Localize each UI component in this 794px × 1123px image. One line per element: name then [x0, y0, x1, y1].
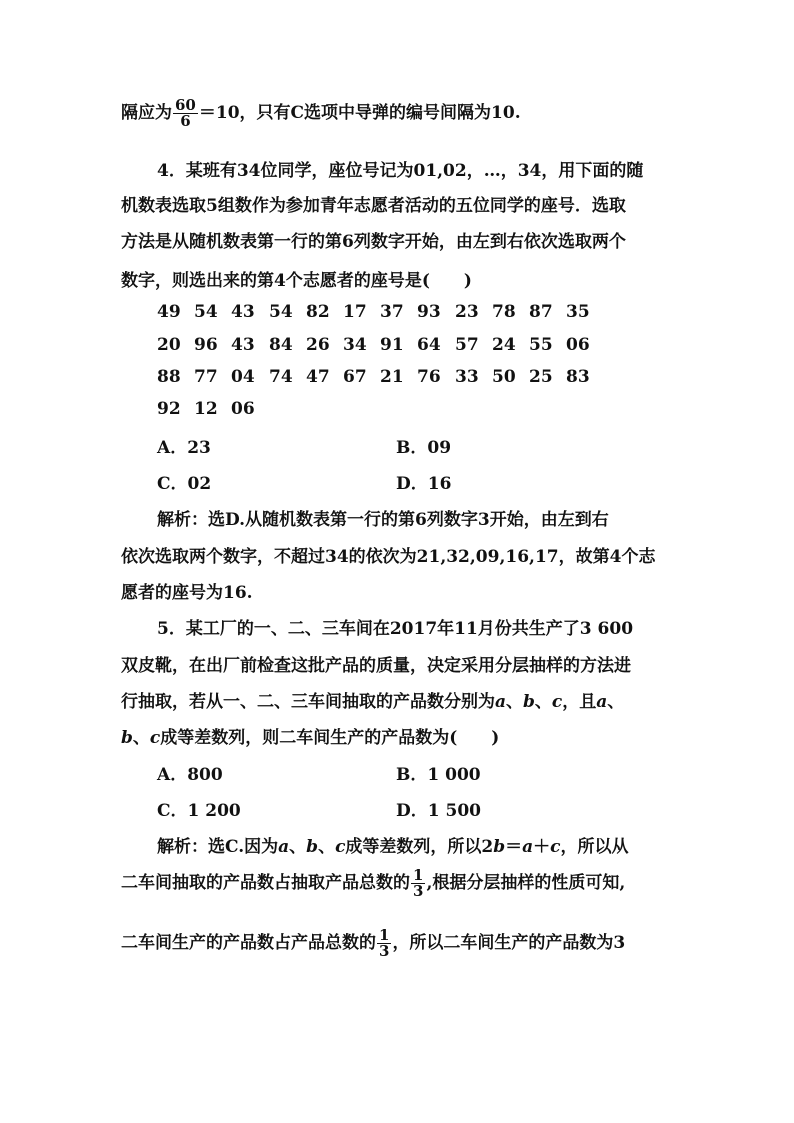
q4-option-a: A．23	[157, 438, 211, 458]
table-cell: 76	[417, 367, 441, 387]
q5-line-4	[121, 723, 499, 748]
q5-line-3-text: 行抽取，若从一、二、三车间抽取的产品数分别为	[121, 692, 495, 712]
q5-option-d: D．1 500	[396, 801, 481, 821]
var-b: b	[523, 692, 535, 712]
table-cell: 35	[566, 302, 590, 322]
q5-solution-text: 成等差数列，所以2	[345, 837, 494, 857]
table-cell: 74	[269, 367, 293, 387]
table-cell: 88	[157, 367, 181, 387]
q4-option-b: B．09	[396, 438, 452, 458]
separator: 、	[132, 728, 150, 748]
q5-option-a: A．800	[157, 765, 223, 785]
q5-solution-text: ，所以二车间生产的产品数为3	[392, 933, 626, 953]
var-a: a	[596, 692, 608, 712]
table-cell: 96	[194, 335, 218, 355]
table-cell: 64	[417, 335, 441, 355]
separator: 、	[534, 692, 552, 712]
q4-line-2: 机数表选取5组数作为参加青年志愿者活动的五位同学的座号．选取	[121, 196, 626, 216]
table-cell: 84	[269, 335, 293, 355]
fraction-60-over-6: $\frac{60}{6}$	[175, 96, 196, 130]
q5-line-4-text: 成等差数列，则二车间生产的产品数为( )	[160, 728, 500, 748]
equals-sign: ＝	[505, 837, 523, 857]
q5-line-3-tail: ，且	[562, 692, 597, 712]
q4-solution-line-2: 依次选取两个数字，不超过34的依次为21,32,09,16,17，故第4个志	[121, 547, 656, 567]
table-cell: 83	[566, 367, 590, 387]
q4-option-c: C．02	[157, 474, 212, 494]
table-cell: 93	[417, 302, 441, 322]
table-cell: 33	[455, 367, 479, 387]
var-a: a	[522, 837, 534, 857]
separator: 、	[506, 692, 524, 712]
table-cell: 87	[529, 302, 553, 322]
plus-sign: ＋	[533, 837, 551, 857]
var-b: b	[493, 837, 506, 857]
table-cell: 21	[380, 367, 404, 387]
table-cell: 57	[455, 335, 479, 355]
intro-text-before: 隔应为	[121, 103, 172, 123]
q5-line-1: 5．某工厂的一、二、三车间在2017年11月份共生产了3 600	[157, 619, 634, 639]
table-cell: 34	[343, 335, 367, 355]
q5-solution-text: 解析：选C.因为	[157, 837, 279, 857]
table-cell: 17	[343, 302, 367, 322]
separator: 、	[289, 837, 307, 857]
table-cell: 67	[343, 367, 367, 387]
table-cell: 47	[306, 367, 330, 387]
table-cell: 50	[492, 367, 516, 387]
q5-solution-text: 二车间抽取的产品数占抽取产品总数的	[121, 873, 410, 893]
var-a: a	[495, 692, 507, 712]
table-cell: 06	[231, 399, 255, 419]
q5-line-3	[121, 687, 624, 712]
q4-line-4: 数字，则选出来的第4个志愿者的座号是( )	[121, 271, 472, 291]
table-cell: 77	[194, 367, 218, 387]
q5-option-b: B．1 000	[396, 765, 481, 785]
table-cell: 55	[529, 335, 553, 355]
q5-solution-line-1	[157, 832, 629, 857]
table-cell: 49	[157, 302, 181, 322]
table-cell: 82	[306, 302, 330, 322]
separator: 、	[318, 837, 336, 857]
var-b: b	[306, 837, 319, 857]
q5-solution-text: ,根据分层抽样的性质可知,	[426, 873, 626, 893]
fraction-one-third: $\frac{1}{3}$	[413, 866, 424, 900]
fraction-one-third: $\frac{1}{3}$	[379, 926, 390, 960]
intro-line	[121, 98, 521, 129]
var-c: c	[335, 837, 346, 857]
var-a: a	[278, 837, 290, 857]
q4-line-3: 方法是从随机数表第一行的第6列数字开始，由左到右依次选取两个	[121, 232, 626, 252]
table-cell: 23	[455, 302, 479, 322]
q5-option-c: C．1 200	[157, 801, 241, 821]
q5-solution-text: 二车间生产的产品数占产品总数的	[121, 933, 376, 953]
q5-solution-text: ，所以从	[560, 837, 629, 857]
q5-solution-line-3	[121, 928, 625, 959]
q4-solution-line-1: 解析：选D.从随机数表第一行的第6列数字3开始，由左到右	[157, 510, 609, 530]
table-cell: 25	[529, 367, 553, 387]
var-c: c	[551, 692, 563, 712]
q4-solution-line-3: 愿者的座号为16.	[121, 583, 253, 603]
table-cell: 06	[566, 335, 590, 355]
table-cell: 04	[231, 367, 255, 387]
table-cell: 12	[194, 399, 218, 419]
table-cell: 43	[231, 335, 255, 355]
q5-line-2: 双皮靴，在出厂前检查这批产品的质量，决定采用分层抽样的方法进	[121, 656, 631, 676]
table-cell: 24	[492, 335, 516, 355]
var-c: c	[550, 837, 561, 857]
table-cell: 20	[157, 335, 181, 355]
q5-solution-line-2	[121, 868, 625, 899]
q4-line-1: 4．某班有34位同学，座位号记为01,02，…，34，用下面的随	[157, 161, 644, 181]
table-cell: 54	[194, 302, 218, 322]
table-cell: 78	[492, 302, 516, 322]
table-cell: 26	[306, 335, 330, 355]
table-cell: 91	[380, 335, 404, 355]
table-cell: 92	[157, 399, 181, 419]
table-cell: 54	[269, 302, 293, 322]
var-c: c	[149, 728, 161, 748]
table-cell: 37	[380, 302, 404, 322]
intro-text-after: ＝10，只有C选项中导弹的编号间隔为10.	[198, 103, 521, 123]
q4-option-d: D．16	[396, 474, 452, 494]
separator: 、	[607, 692, 625, 712]
table-cell: 43	[231, 302, 255, 322]
var-b: b	[121, 728, 133, 748]
